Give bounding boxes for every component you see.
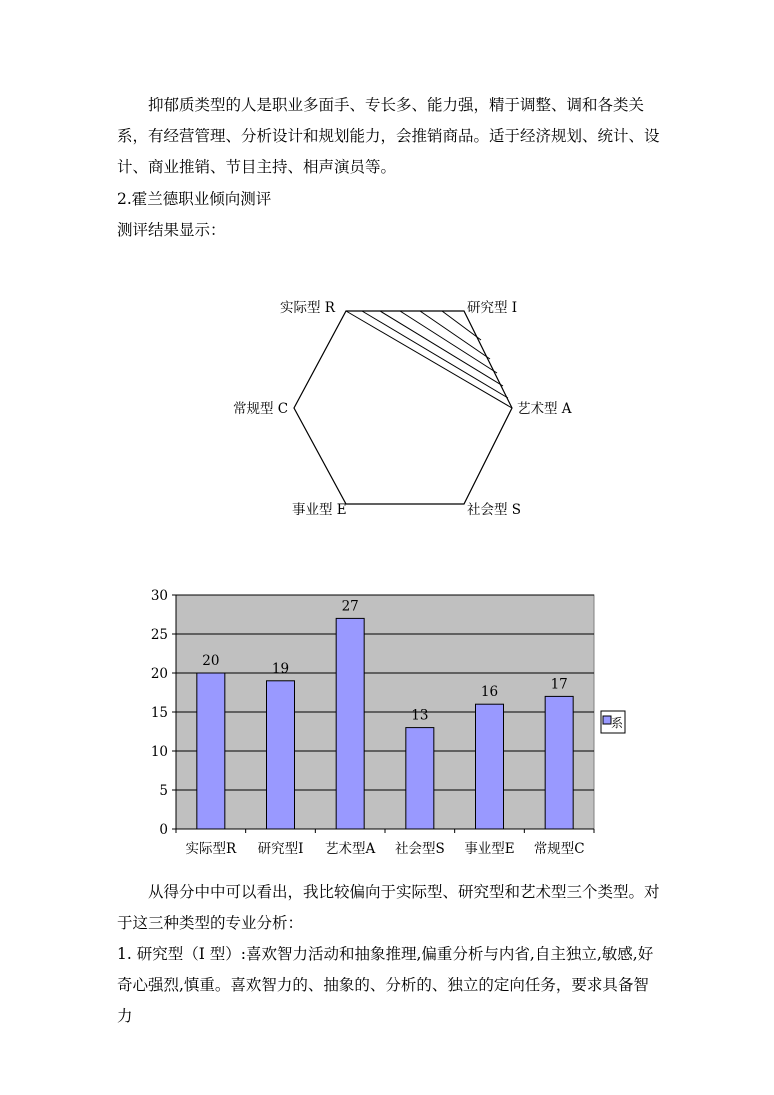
data-label: 16 xyxy=(480,684,499,701)
bar xyxy=(476,704,504,829)
data-label: 17 xyxy=(550,676,568,693)
bar xyxy=(406,728,434,829)
x-tick-label: 艺术型A xyxy=(325,841,376,857)
holland-hexagon xyxy=(220,288,600,523)
analysis-item-1: 1. 研究型（I 型）:喜欢智力活动和抽象推理,偏重分析与内省,自主独立,敏感,好奇心强烈,慎重。喜欢智力的、抽象的、分析的、独立的定向任务，要求具备智力 xyxy=(117,945,654,1025)
data-label: 27 xyxy=(341,598,359,615)
y-tick-label: 25 xyxy=(150,627,168,643)
hex-label-c: 常规型 C xyxy=(233,401,289,417)
legend-swatch xyxy=(603,716,611,724)
result-intro: 测评结果显示： xyxy=(117,221,226,239)
x-tick-label: 社会型S xyxy=(394,841,445,857)
analysis-paragraph: 从得分中中可以看出，我比较偏向于实际型、研究型和艺术型三个类型。对于这三种类型的专业分析： xyxy=(117,883,660,932)
score-bar-chart xyxy=(140,585,640,860)
hexagon-hatch xyxy=(346,311,512,408)
y-tick-label: 30 xyxy=(150,588,168,604)
data-label: 20 xyxy=(202,653,220,669)
data-label: 13 xyxy=(411,707,429,724)
x-tick-label: 研究型I xyxy=(257,841,304,857)
bar xyxy=(545,696,573,829)
data-label: 19 xyxy=(271,660,290,677)
hexagon-outline xyxy=(294,311,512,504)
x-tick-label: 常规型C xyxy=(533,841,585,857)
y-tick-label: 5 xyxy=(159,783,168,799)
bar xyxy=(197,673,225,829)
y-tick-label: 0 xyxy=(159,822,168,838)
bar xyxy=(267,681,295,829)
y-tick-label: 15 xyxy=(150,705,168,721)
y-tick-label: 10 xyxy=(150,744,168,760)
x-tick-label: 事业型E xyxy=(464,841,515,857)
x-tick-label: 实际型R xyxy=(185,841,237,857)
hex-label-e: 事业型 E xyxy=(292,502,347,518)
legend-label: 系 xyxy=(611,716,624,730)
hex-label-a: 艺术型 A xyxy=(517,401,572,417)
hex-label-i: 研究型 I xyxy=(467,300,518,316)
y-tick-label: 20 xyxy=(150,666,168,682)
bar xyxy=(336,618,364,829)
hex-label-r: 实际型 R xyxy=(280,300,335,316)
section-heading: 2.霍兰德职业倾向测评 xyxy=(117,190,272,208)
hex-label-s: 社会型 S xyxy=(467,502,522,518)
intro-paragraph: 抑郁质类型的人是职业多面手、专长多、能力强，精于调整、调和各类关系，有经营管理、分析设计和规划能力，会推销商品。适于经济规划、统计、设计、商业推销、节目主持、相声演员等。 xyxy=(117,96,660,176)
